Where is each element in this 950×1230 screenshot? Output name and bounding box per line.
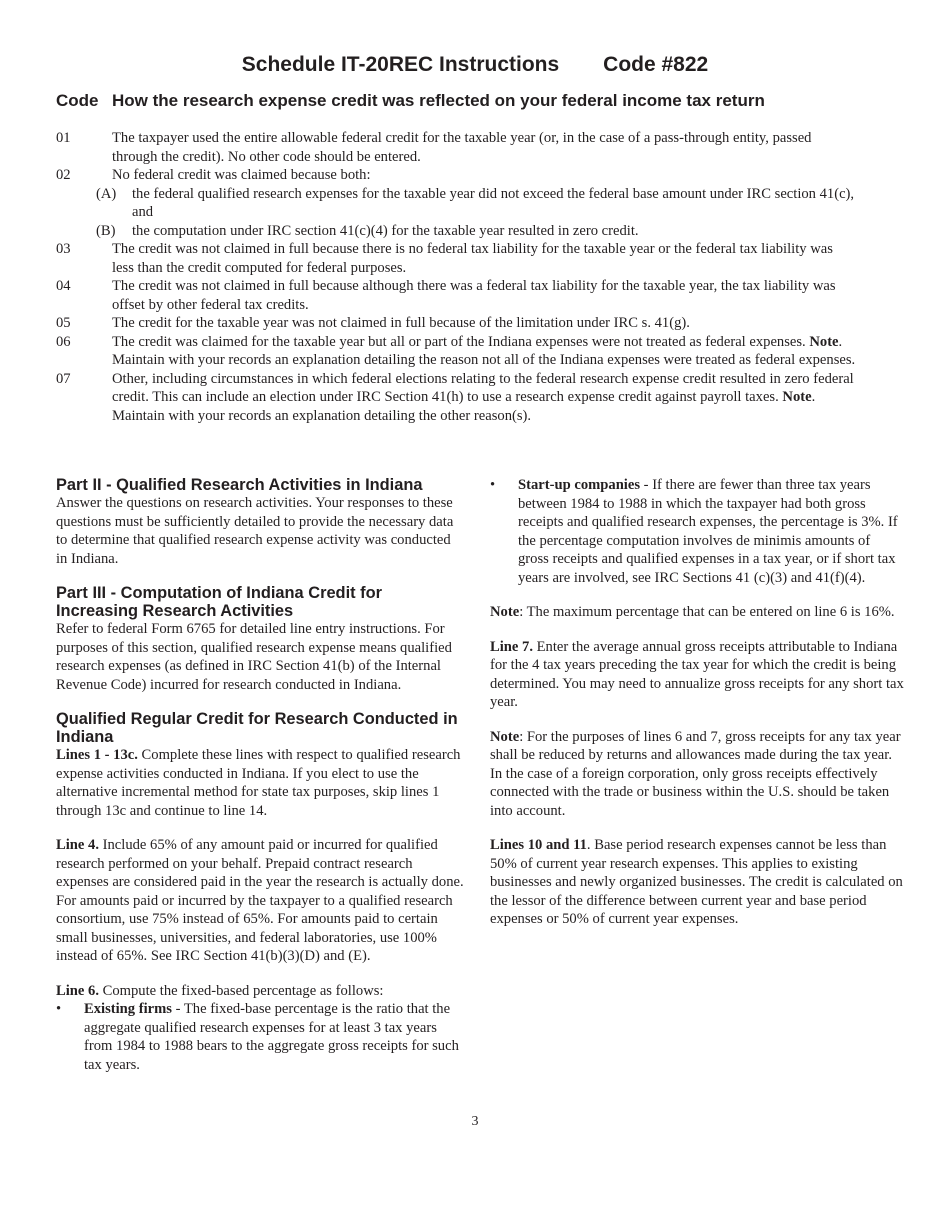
part2-heading: Part II - Qualified Research Activities in Indiana xyxy=(56,476,423,494)
code-number: 01 xyxy=(56,130,71,146)
line-6-paragraph: Line 6. Compute the fixed-based percentage as follows: xyxy=(56,982,384,999)
right-column xyxy=(490,476,904,929)
code-number: 07 xyxy=(56,370,71,387)
code-row-01 xyxy=(56,129,856,166)
code-description: The credit was not claimed in full because there is no federal tax liability for the taxable year or the federal tax liability was less than the credit computed for federal purposes. xyxy=(112,241,833,276)
codes-table-header xyxy=(56,90,765,112)
code-row-03 xyxy=(56,240,856,277)
bullet-dot-icon: • xyxy=(490,477,496,493)
code-description: The credit was not claimed in full because although there was a federal tax liability for the taxable year, the tax liability was offset by other federal tax credits. xyxy=(112,278,836,313)
regular-credit-heading: Qualified Regular Credit for Research Conducted in Indiana xyxy=(56,710,458,746)
code-subitem-b xyxy=(76,222,856,241)
line-7-label: Line 7. xyxy=(490,638,533,655)
code-column-header: Code xyxy=(56,91,99,110)
code-02-subitems xyxy=(56,185,856,241)
part3-body: Refer to federal Form 6765 for detailed line entry instructions. For purposes of this section, qualified research expense means qualified research expenses (as defined in IRC Section 41(b) of the Internal Revenue Code) incurred for research conducted in Indiana. xyxy=(56,621,452,693)
page-number: 3 xyxy=(471,1114,479,1129)
note-max-percentage: Note: The maximum percentage that can be entered on line 6 is 16%. xyxy=(490,604,895,620)
code-number: 06 xyxy=(56,333,71,350)
code-row-07 xyxy=(56,370,856,426)
bullet-dot-icon: • xyxy=(56,1001,62,1017)
note-gross-receipts: Note: For the purposes of lines 6 and 7, gross receipts for any tax year shall be reduced by returns and allowances made during the tax year. In the case of a foreign corporation, only gross receipts effectively connected with the trade or business within the U.S. should be taken into account. xyxy=(490,728,901,819)
note-label: Note xyxy=(809,333,839,350)
left-column xyxy=(56,476,464,1074)
lines-10-11-label: Lines 10 and 11 xyxy=(490,837,587,853)
description-column-header: How the research expense credit was reflected on your federal income tax return xyxy=(112,91,765,110)
subitem-text: the computation under IRC section 41(c)(4) for the taxable year resulted in zero credit. xyxy=(132,222,639,239)
code-row-05 xyxy=(56,314,856,333)
startup-companies-bullet: • Start-up companies - If there are fewer than three tax years between 1984 to 1988 in which the taxpayer had both gross receipts and qualified research expenses, the percentage is 3%. If the percentage computation involves de minimis amounts of gross receipts and qualified expenses in a tax year, or if short tax years are involved, see IRC Sections 41 (c)(3) and 41(f)(4). xyxy=(490,477,898,586)
startup-companies-label: Start-up companies xyxy=(518,477,641,493)
lines-1-13c-paragraph: Lines 1 - 13c. Complete these lines with respect to qualified research expense activities conducted in Indiana. If you elect to use the alternative incremental method for state tax purposes, skip lines 1 through 13c and continue to line 14. xyxy=(56,747,461,819)
line-7-paragraph: Line 7. Enter the average annual gross receipts attributable to Indiana for the 4 tax years preceding the tax year for which the credit is being determined. You may need to annualize gross receipts for any short tax year. xyxy=(490,638,904,710)
note-label: Note xyxy=(490,728,520,745)
schedule-title: Schedule IT-20REC Instructions xyxy=(241,53,560,76)
code-description: Other, including circumstances in which federal elections relating to the federal research expense credit resulted in zero federal credit. This can include an election under IRC Section 41(h) to use a research expense credit against payroll taxes. Note. Maintain with your records an explanation detailing the other reason(s). xyxy=(112,370,854,424)
code-row-02 xyxy=(56,166,856,185)
existing-firms-bullet: • Existing firms - The fixed-base percentage is the ratio that the aggregate qualified research expenses for at least 3 tax years from 1984 to 1988 bears to the aggregate gross receipts for such tax years. xyxy=(56,1001,459,1073)
code-row-04 xyxy=(56,277,856,314)
note-label: Note xyxy=(782,389,812,405)
line-4-label: Line 4. xyxy=(56,837,99,853)
subitem-letter: (A) xyxy=(96,185,117,202)
codes-list xyxy=(56,129,856,425)
subitem-letter: (B) xyxy=(96,222,116,239)
code-description: The taxpayer used the entire allowable federal credit for the taxable year (or, in the case of a pass-through entity, passed through the credit). No other code should be entered. xyxy=(112,130,812,165)
code-subitem-a xyxy=(76,185,856,222)
lines-10-11-paragraph: Lines 10 and 11. Base period research expenses cannot be less than 50% of current year research expenses. This applies to existing businesses and newly organized businesses. The credit is calculated on the lessor of the difference between current year and base period expenses or 50% of current year expenses. xyxy=(490,837,903,927)
page-title xyxy=(0,52,950,78)
code-description: The credit for the taxable year was not claimed in full because of the limitation under IRC s. 41(g). xyxy=(112,315,690,331)
existing-firms-label: Existing firms xyxy=(84,1001,172,1017)
code-number: 02 xyxy=(56,167,71,183)
part3-heading: Part III - Computation of Indiana Credit for Increasing Research Activities xyxy=(56,584,382,620)
code-number: 04 xyxy=(56,278,71,294)
lines-1-13c-label: Lines 1 - 13c. xyxy=(56,747,138,763)
code-row-06 xyxy=(56,333,856,370)
code-number: 03 xyxy=(56,241,71,257)
subitem-text: the federal qualified research expenses for the taxable year did not exceed the federal base amount under IRC section 41(c), and xyxy=(132,185,855,220)
part2-body: Answer the questions on research activities. Your responses to these questions must be sufficiently detailed to provide the necessary data to determine that qualified research expense activity was conducted in Indiana. xyxy=(56,495,454,567)
code-label: Code #822 xyxy=(603,53,709,76)
line-6-label: Line 6. xyxy=(56,982,99,999)
code-number: 05 xyxy=(56,315,71,331)
code-description: No federal credit was claimed because both: xyxy=(112,167,371,183)
note-label: Note xyxy=(490,604,520,620)
code-description: The credit was claimed for the taxable year but all or part of the Indiana expenses were not treated as federal expenses. Note. Maintain with your records an explanation detailing the reason not all of the Indiana expenses were treated as federal expenses. xyxy=(112,333,856,368)
line-4-paragraph: Line 4. Include 65% of any amount paid or incurred for qualified research performed on your behalf. Prepaid contract research expenses are considered paid in the year the research is actually done. For amounts paid or incurred by the taxpayer to a qualified research consortium, use 75% instead of 65%. For amounts paid to certain small businesses, universities, and federal laboratories, use 100% instead of 65%. See IRC Section 41(b)(3)(D) and (E). xyxy=(56,837,464,964)
